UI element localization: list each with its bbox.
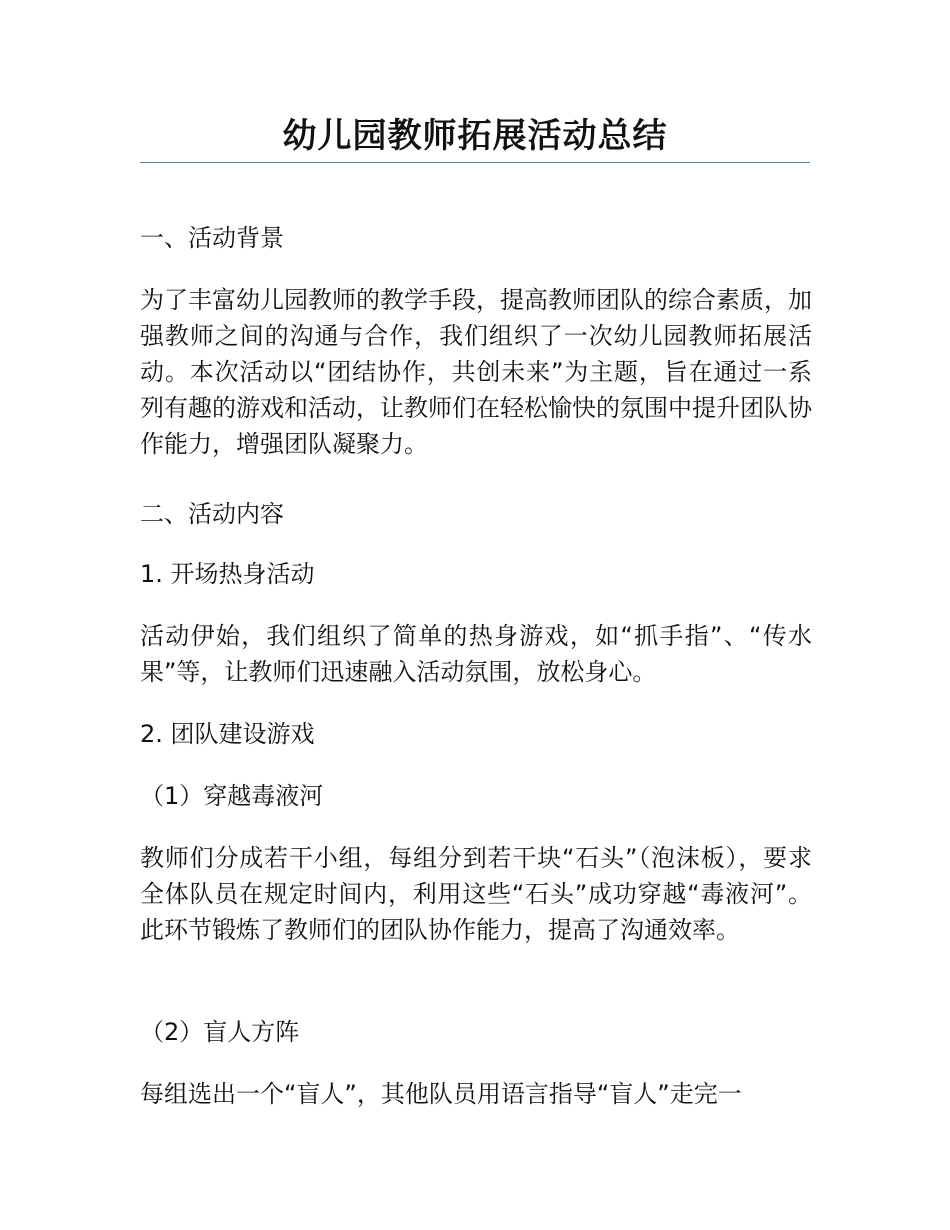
subitem-heading-blind-square: （2）盲人方阵 [140,1018,300,1046]
paragraph-warmup: 活动伊始，我们组织了简单的热身游戏，如“抓手指”、“传水果”等，让教师们迅速融入活动氛围，放松身心。 [140,622,812,686]
subitem-heading-poison-river: （1）穿越毒液河 [140,782,324,810]
section-heading-content: 二、活动内容 [140,500,284,528]
item-heading-warmup: 1. 开场热身活动 [140,560,315,588]
paragraph-blind-square: 每组选出一个“盲人”，其他队员用语言指导“盲人”走完一 [140,1080,742,1108]
paragraph-poison-river: 教师们分成若干小组，每组分到若干块“石头”（泡沫板），要求全体队员在规定时间内，利用这些“石头”成功穿越“毒液河”。此环节锻炼了教师们的团队协作能力，提高了沟通效率。 [140,844,812,944]
paragraph-background: 为了丰富幼儿园教师的教学手段，提高教师团队的综合素质，加强教师之间的沟通与合作，我们组织了一次幼儿园教师拓展活动。本次活动以“团结协作，共创未来”为主题，旨在通过一系列有趣的游戏和活动，让教师们在轻松愉快的氛围中提升团队协作能力，增强团队凝聚力。 [140,286,812,458]
document-title: 幼儿园教师拓展活动总结 [282,116,668,156]
title-underline [140,162,810,163]
item-heading-team-games: 2. 团队建设游戏 [140,720,315,748]
section-heading-background: 一、活动背景 [140,224,284,252]
